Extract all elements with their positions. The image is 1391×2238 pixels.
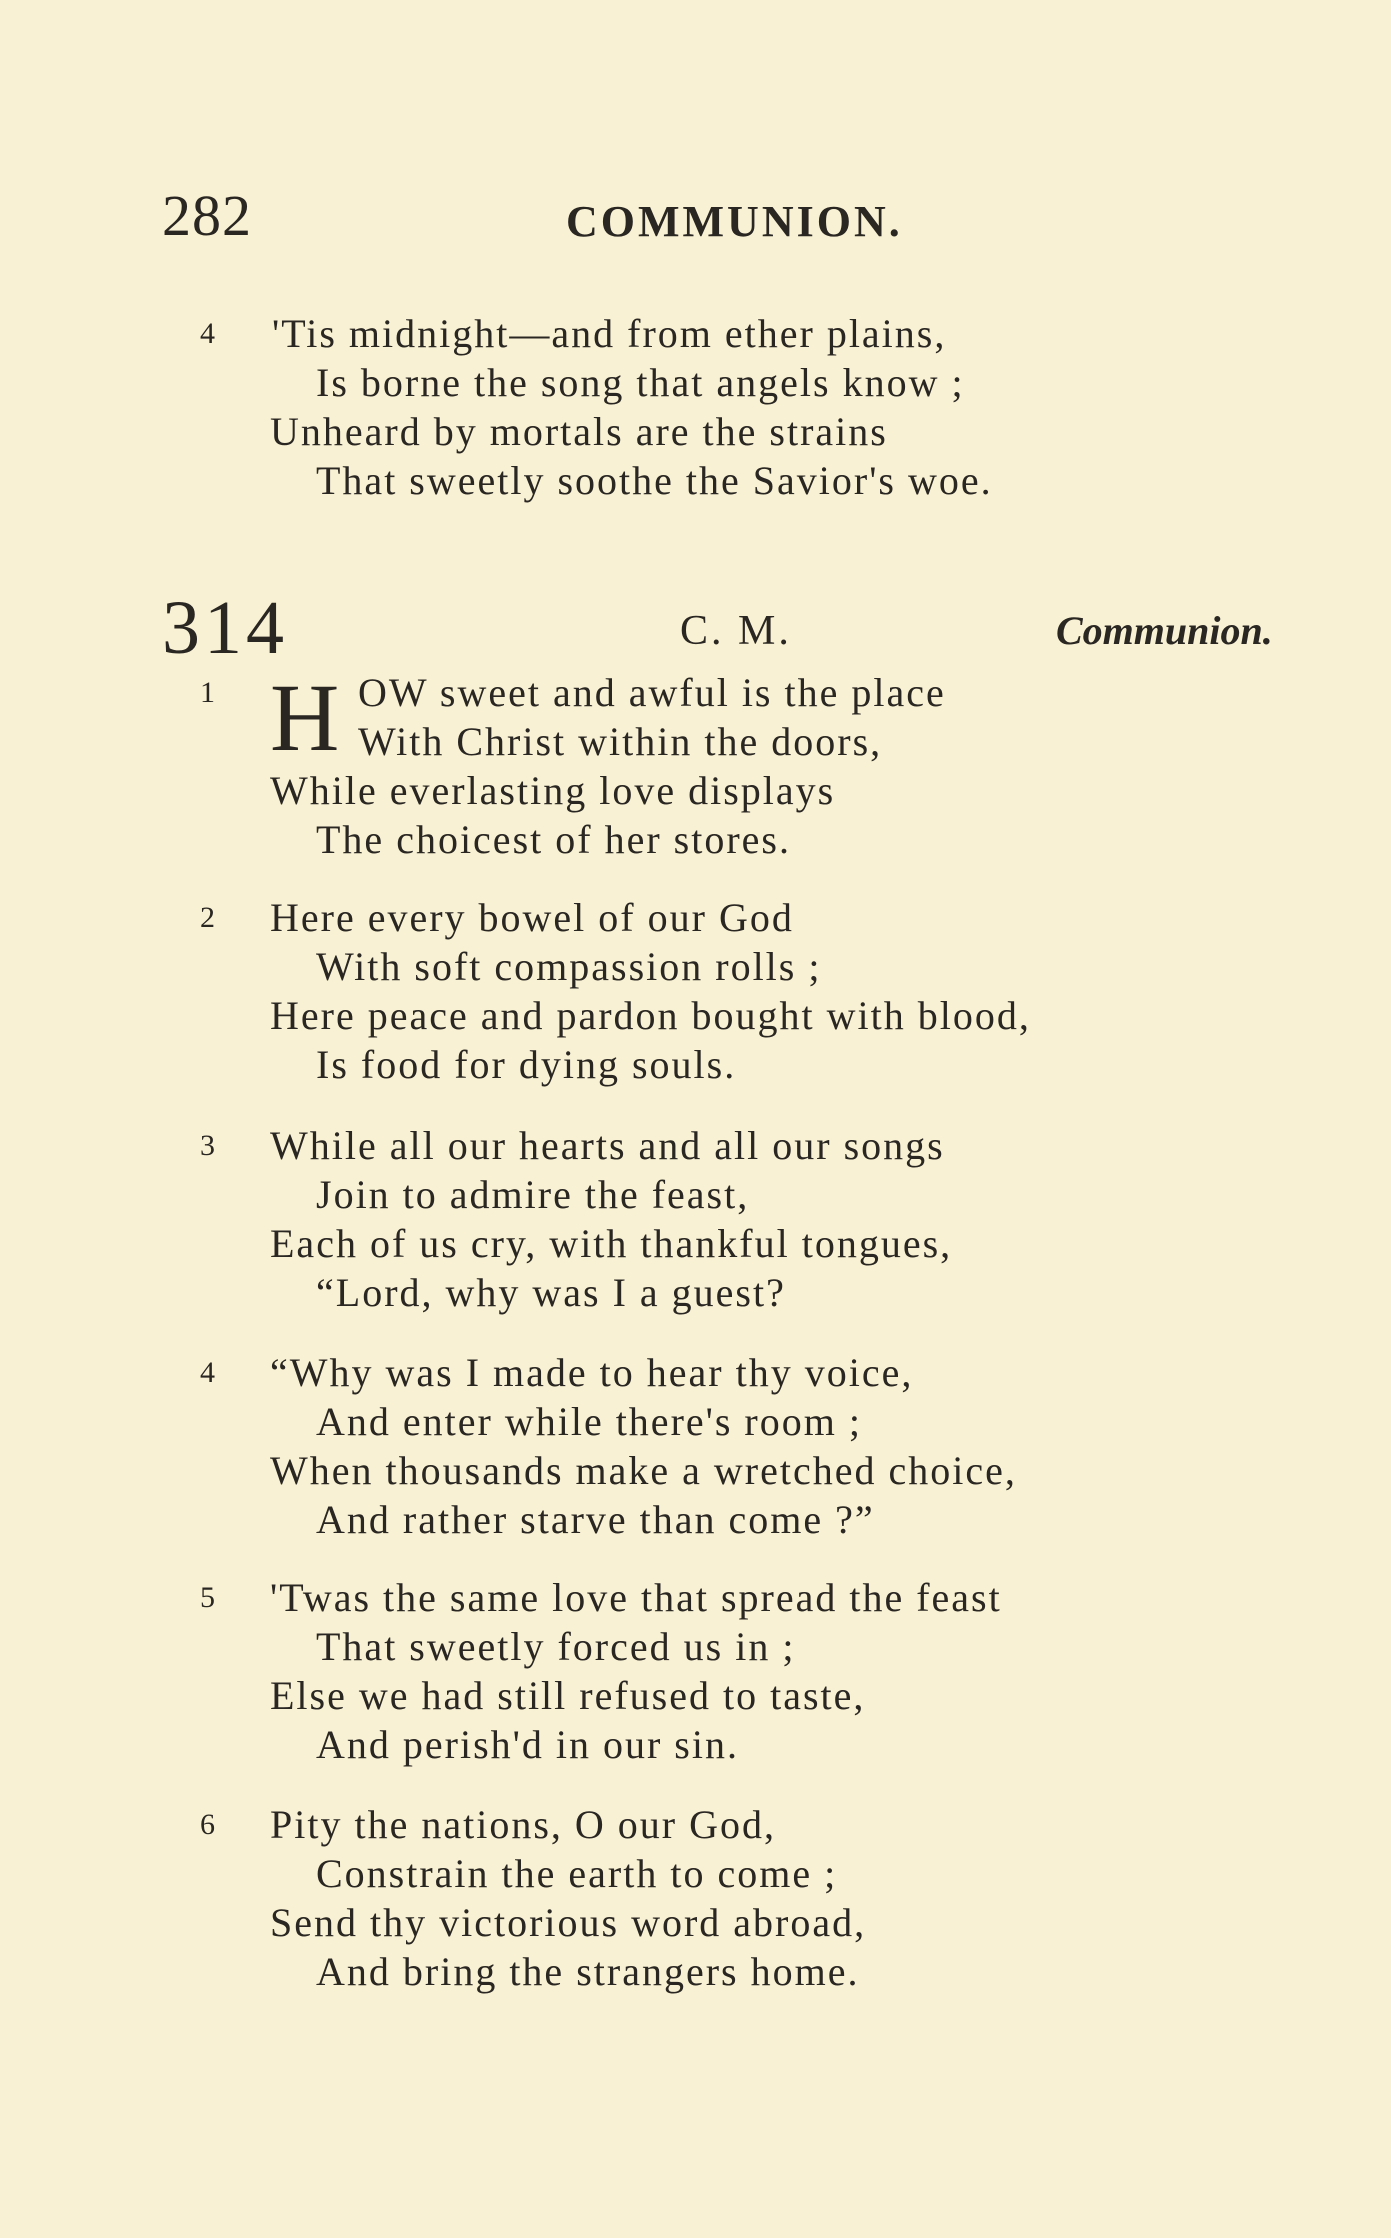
stanza-line: 3 While all our hearts and all our songs xyxy=(200,1123,945,1168)
stanza-line: Here peace and pardon bought with blood, xyxy=(270,993,1031,1038)
stanza-line: 6 Pity the nations, O our God, xyxy=(200,1802,776,1847)
stanza-line: And enter while there's room ; xyxy=(316,1399,862,1444)
stanza-line: Else we had still refused to taste, xyxy=(270,1673,866,1718)
stanza-line: Is food for dying souls. xyxy=(316,1042,737,1087)
stanza-line: Unheard by mortals are the strains xyxy=(270,409,888,454)
stanza-line: Join to admire the feast, xyxy=(316,1172,750,1217)
stanza-number: 4 xyxy=(200,317,217,350)
hymn-header xyxy=(162,585,1342,675)
stanza-line: “Lord, why was I a guest? xyxy=(316,1270,786,1315)
stanza-line: Constrain the earth to come ; xyxy=(316,1851,838,1896)
stanza-line: 4 “Why was I made to hear thy voice, xyxy=(200,1350,914,1395)
hymn-stanza-3 xyxy=(200,1121,1310,1317)
stanza-number: 6 xyxy=(200,1808,217,1841)
stanza-line: And bring the strangers home. xyxy=(316,1949,860,1994)
stanza-line: 2 Here every bowel of our God xyxy=(200,895,794,940)
stanza-line: With Christ within the doors, xyxy=(358,719,883,764)
stanza-line: 1 OW sweet and awful is the place xyxy=(200,670,946,715)
hymn-tune: Communion. xyxy=(1056,608,1273,653)
stanza-number: 1 xyxy=(200,676,217,709)
hymn-stanza-2 xyxy=(200,893,1310,1089)
stanza-number: 4 xyxy=(200,1356,217,1389)
hymn-meter: C. M. xyxy=(680,608,792,654)
hymn-stanza-1 xyxy=(200,664,1310,864)
hymn-stanza-4 xyxy=(200,1348,1310,1544)
section-title: COMMUNION. xyxy=(566,197,903,246)
stanza-line: When thousands make a wretched choice, xyxy=(270,1448,1017,1493)
stanza-line: 5 'Twas the same love that spread the feast xyxy=(200,1575,1002,1620)
stanza-line: While everlasting love displays xyxy=(270,768,836,813)
stanza-line: And perish'd in our sin. xyxy=(316,1722,739,1767)
hymn-number: 314 xyxy=(162,586,288,670)
stanza-line: Each of us cry, with thankful tongues, xyxy=(270,1221,953,1266)
hymn-stanza-5 xyxy=(200,1573,1310,1769)
stanza-line: 4 'Tis midnight—and from ether plains, xyxy=(200,311,947,356)
stanza-number: 3 xyxy=(200,1129,217,1162)
stanza-line: Send thy victorious word abroad, xyxy=(270,1900,867,1945)
stanza-line: With soft compassion rolls ; xyxy=(316,944,822,989)
drop-cap: H xyxy=(270,664,340,771)
hymn-stanza-6 xyxy=(200,1800,1310,1996)
running-head xyxy=(162,182,1262,252)
stanza-line: And rather starve than come ?” xyxy=(316,1497,875,1542)
stanza-line: The choicest of her stores. xyxy=(316,817,791,862)
page-number: 282 xyxy=(162,183,252,248)
stanza-line: That sweetly forced us in ; xyxy=(316,1624,796,1669)
prev-hymn-stanza-4 xyxy=(200,309,1310,505)
stanza-number: 5 xyxy=(200,1581,217,1614)
stanza-line: That sweetly soothe the Savior's woe. xyxy=(316,458,993,503)
stanza-number: 2 xyxy=(200,901,217,934)
stanza-line: Is borne the song that angels know ; xyxy=(316,360,965,405)
